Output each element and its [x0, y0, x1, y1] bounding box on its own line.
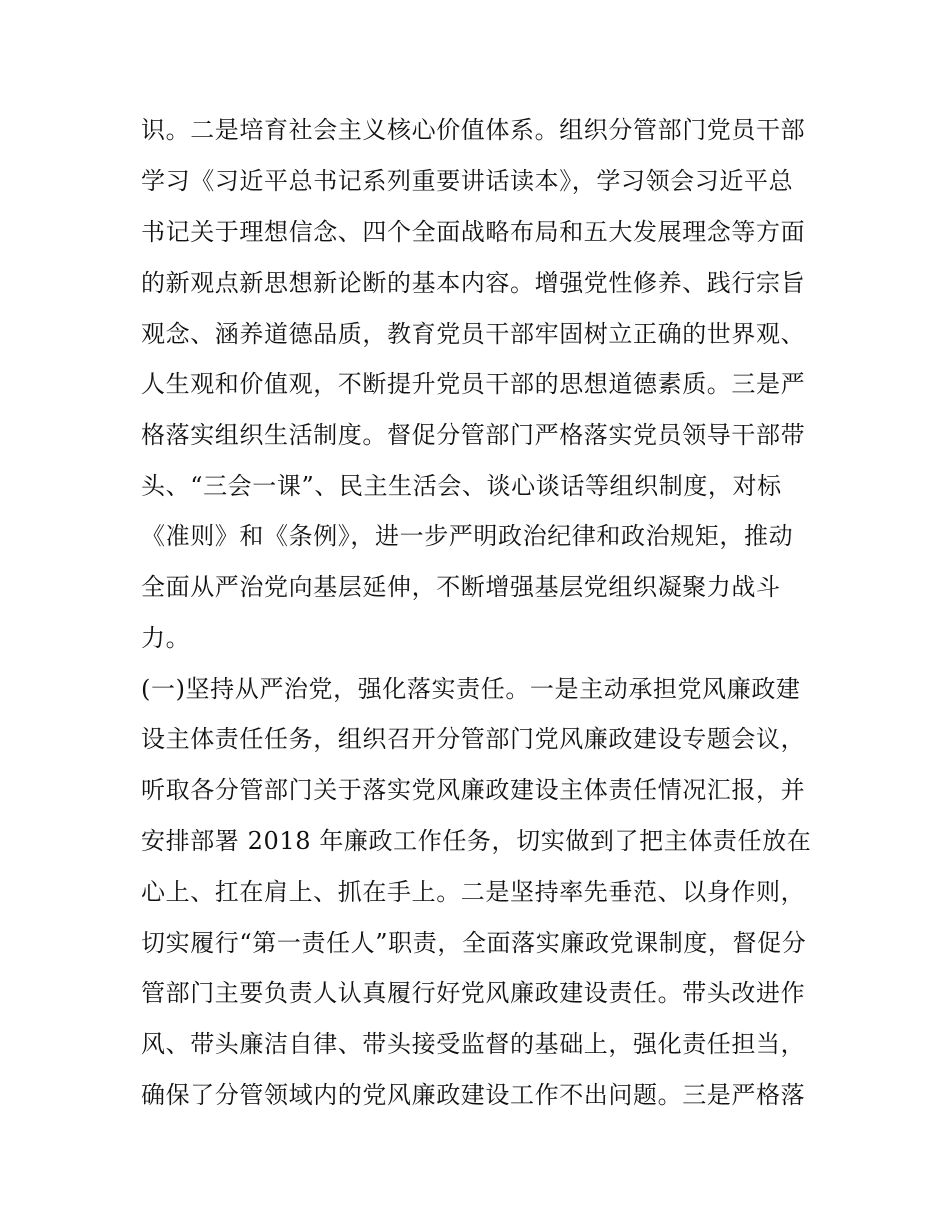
text-line: 头、“三会一课”、民主生活会、谈心谈话等组织制度，对标	[141, 472, 782, 500]
text-line: 安排部署 2018 年廉政工作任务，切实做到了把主体责任放在	[141, 827, 812, 855]
text-line: 切实履行“第一责任人”职责，全面落实廉政党课制度，督促分	[141, 929, 807, 957]
text-line: 人生观和价值观，不断提升党员干部的思想道德素质。三是严	[141, 370, 806, 398]
text-line: 观念、涵养道德品质，教育党员干部牢固树立正确的世界观、	[141, 320, 806, 348]
text-line: 设主体责任任务，组织召开分管部门党风廉政建设专题会议，	[141, 725, 806, 753]
text-line: 学习《习近平总书记系列重要讲话读本》，学习领会习近平总	[141, 167, 794, 195]
text-line: 风、带头廉洁自律、带头接受监督的基础上，强化责任担当，	[141, 1030, 806, 1058]
text-line: 的新观点新思想新论断的基本内容。增强党性修养、践行宗旨	[141, 269, 806, 297]
text-line: 格落实组织生活制度。督促分管部门严格落实党员领导干部带	[141, 421, 806, 449]
text-line: 书记关于理想信念、四个全面战略布局和五大发展理念等方面	[141, 218, 806, 246]
text-line: 力。	[141, 624, 191, 652]
text-line: 听取各分管部门关于落实党风廉政建设主体责任情况汇报，并	[141, 776, 806, 804]
text-line: 《准则》和《条例》，进一步严明政治纪律和政治规矩，推动	[141, 522, 794, 550]
section-heading-line: (一)坚持从严治党，强化落实责任。一是主动承担党风廉政建	[141, 675, 801, 703]
text-line: 心上、扛在肩上、抓在手上。二是坚持率先垂范、以身作则，	[141, 878, 806, 906]
text-line: 管部门主要负责人认真履行好党风廉政建设责任。带头改进作	[141, 979, 806, 1007]
text-line: 全面从严治党向基层延伸，不断增强基层党组织凝聚力战斗	[141, 573, 781, 601]
text-line: 识。二是培育社会主义核心价值体系。组织分管部门党员干部	[141, 116, 806, 144]
text-line: 确保了分管领域内的党风廉政建设工作不出问题。三是严格落	[141, 1081, 806, 1109]
